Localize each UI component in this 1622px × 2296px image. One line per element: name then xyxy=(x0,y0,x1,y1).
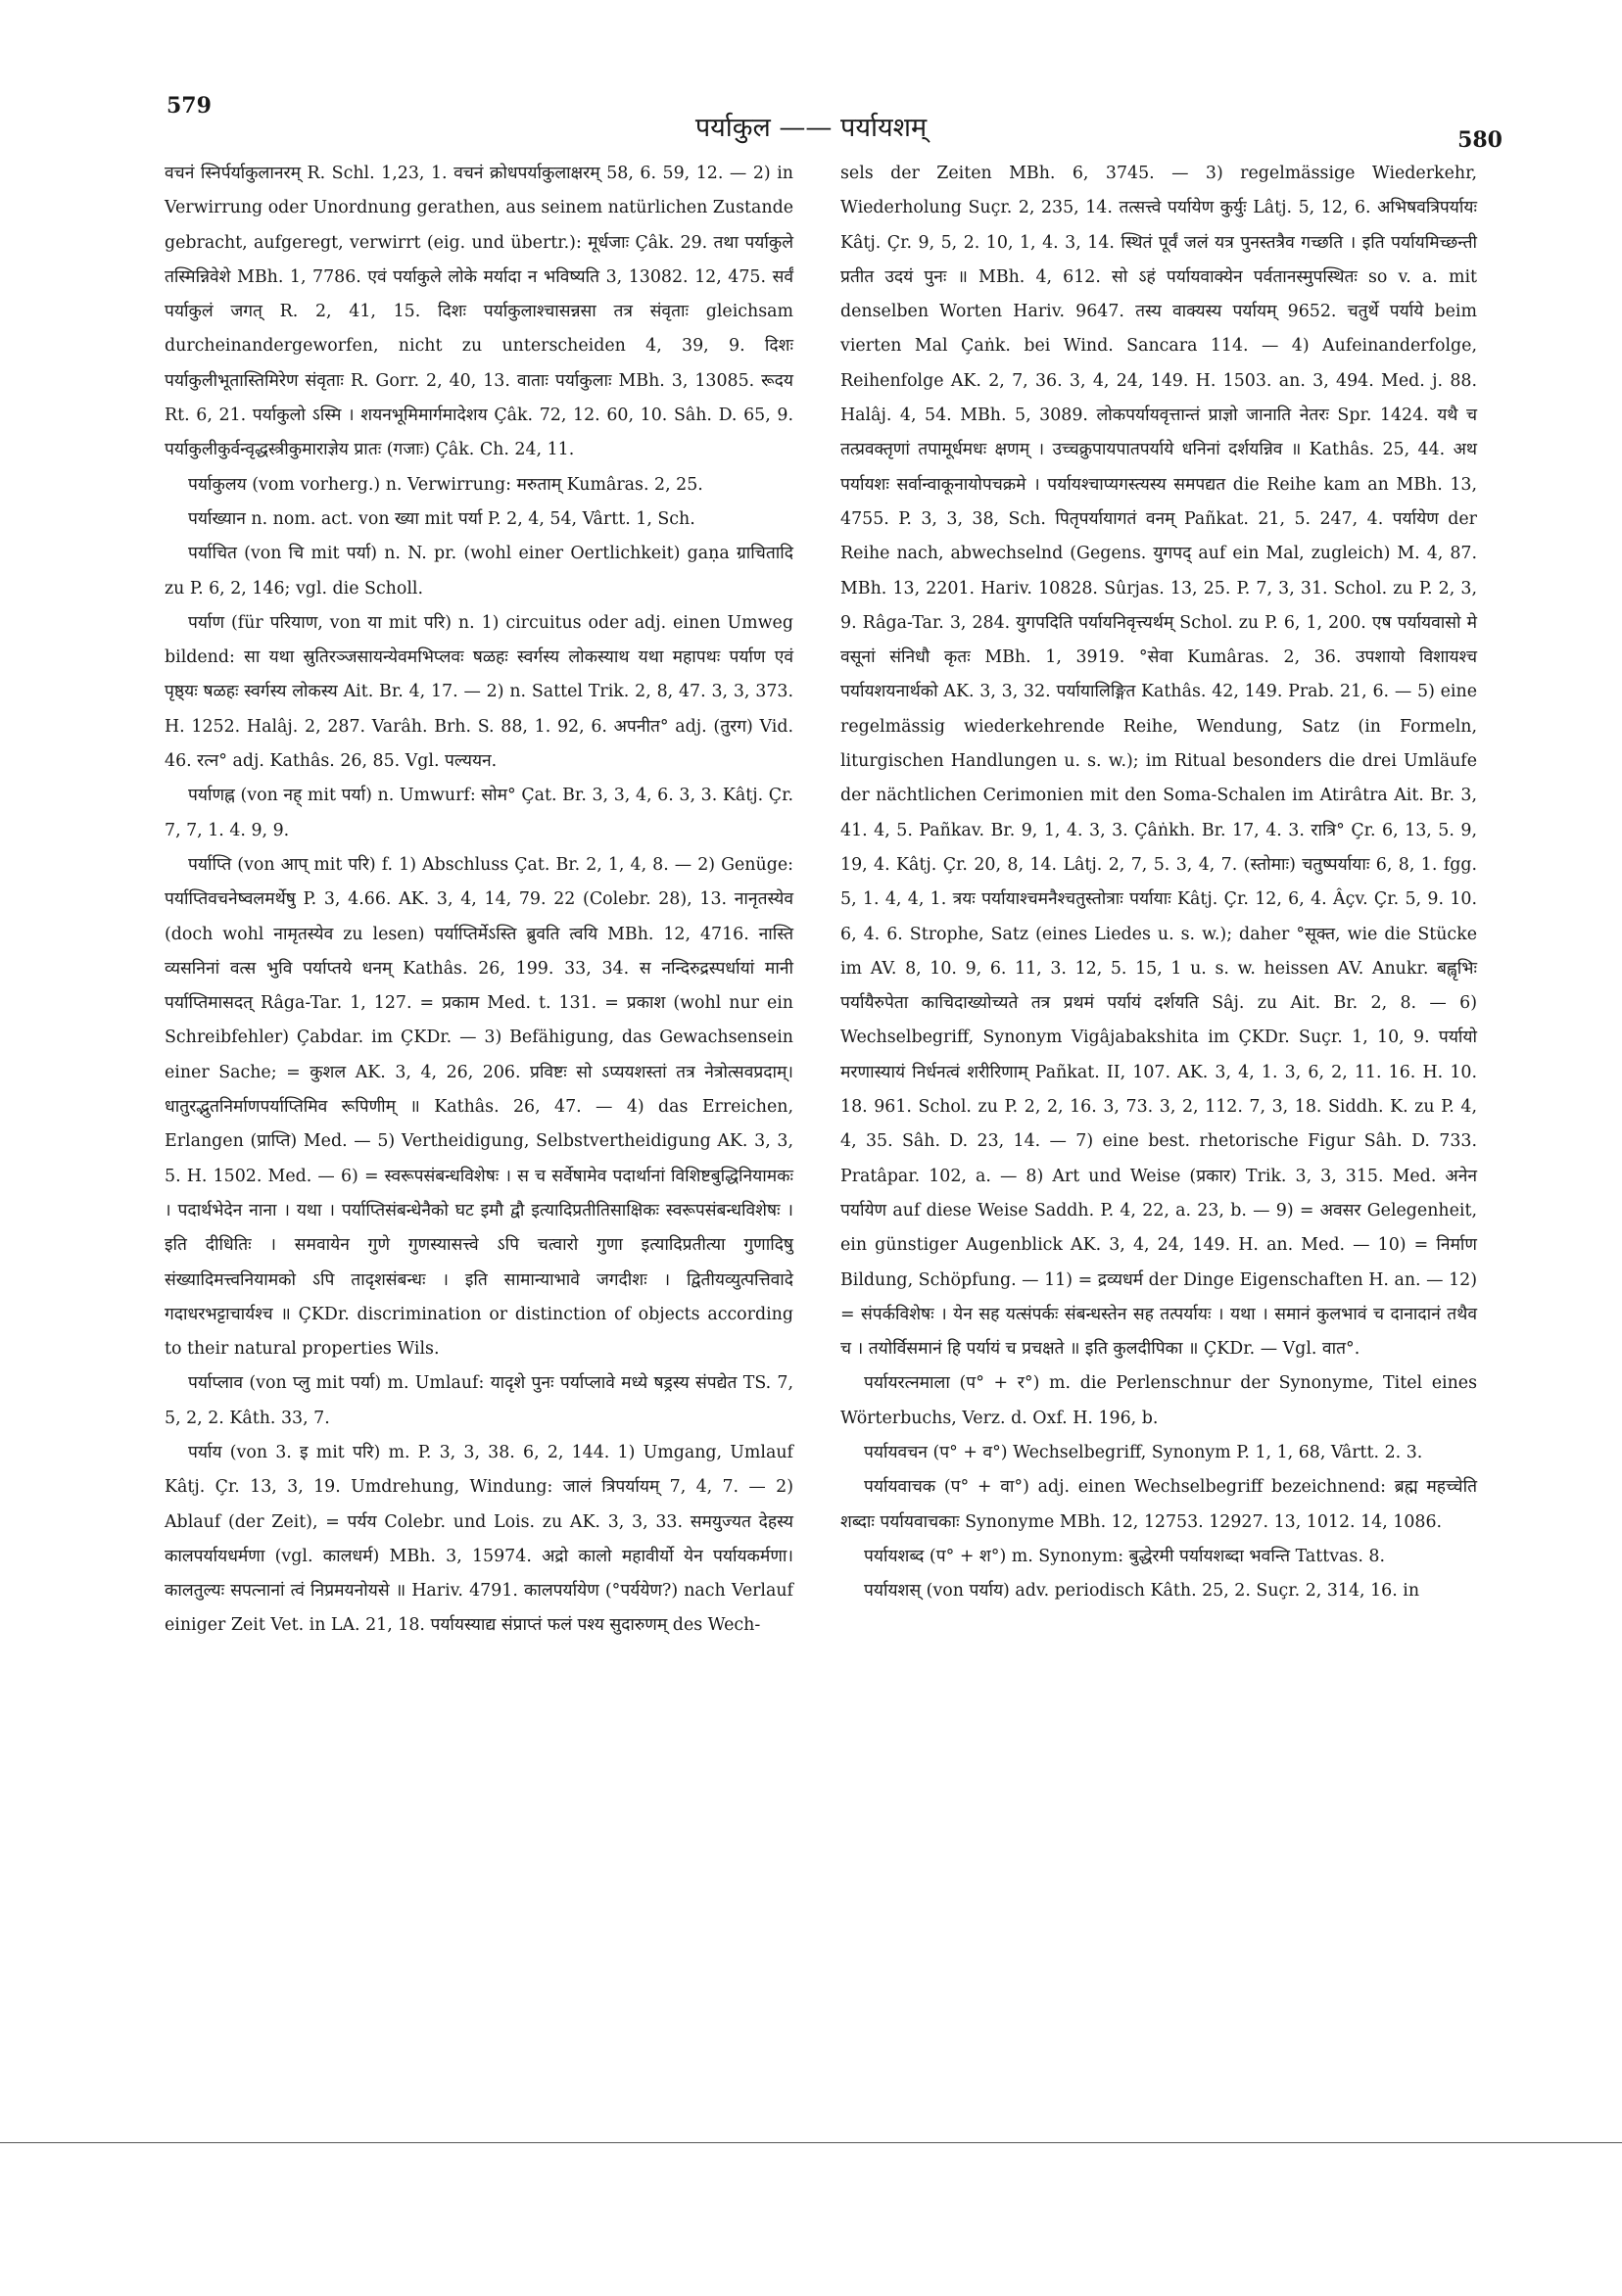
dictionary-entry: sels der Zeiten MBh. 6, 3745. — 3) regelmässige Wiederkehr, Wiederholung Suçr. 2, 235, 14. तत्सत्त्वे पर्यायेण कुर्युः Lâtj. 5, 12, 6. अभिषवत्रिपर्यायः Kâtj. Çr. 9, 5, 2. 10, 1, 4. 3, 14. स्थितं पूर्वं जलं यत्र पुनस्तत्रैव गच्छति । इति पर्यायमिच्छन्ती प्रतीत उदयं पुनः ॥ MBh. 4, 612. सो ऽहं पर्यायवाक्येन पर्वतानस्मुपस्थितः so v. a. mit denselben Worten Hariv. 9647. तस्य वाक्यस्य पर्यायम् 9652. चतुर्थे पर्याये beim vierten Mal Çaṅk. bei Wind. Sancara 114. — 4) Aufeinanderfolge, Reihenfolge AK. 2, 7, 36. 3, 4, 24, 149. H. 1503. an. 3, 494. Med. j. 88. Halâj. 4, 54. MBh. 5, 3089. लोकपर्यायवृत्तान्तं प्राज्ञो जानाति नेतरः Spr. 1424. यथै च तत्प्रवक्तृणां तपामूर्धमधः क्षणम् । उच्चक्रुपायपातपर्याये धनिनां दर्शयन्निव ॥ Kathâs. 25, 44. अथ पर्यायशः सर्वान्वाकूनायोपचक्रमे । पर्यायश्चाप्यगस्त्यस्य समपद्यत die Reihe kam an MBh. 13, 4755. P. 3, 3, 38, Sch. पितृपर्यायागतं वनम् Pañkat. 21, 5. 247, 4. पर्यायेण der Reihe nach, abwechselnd (Gegens. युगपद् auf ein Mal, zugleich) M. 4, 87. MBh. 13, 2201. Hariv. 10828. Sûrjas. 13, 25. P. 7, 3, 31. Schol. zu P. 2, 3, 9. Râga-Tar. 3, 284. युगपदिति पर्यायनिवृत्त्यर्थम् Schol. zu P. 6, 1, 200. एष पर्यायवासो मे वसूनां संनिधौ कृतः MBh. 1, 3919. °सेवा Kumâras. 2, 36. उपशायो विशायश्च पर्यायशयनार्थको AK. 3, 3, 32. पर्यायालिङ्गित Kathâs. 42, 149. Prab. 21, 6. — 5) eine regelmässig wiederkehrende Reihe, Wendung, Satz (in Formeln, liturgischen Handlungen u. s. w.); im Ritual besonders die drei Umläufe der nächtlichen Cerimonien mit den Soma-Schalen im Atirâtra Ait. Br. 3, 41. 4, 5. Pañkav. Br. 9, 1, 4. 3, 3. Çâṅkh. Br. 17, 4. 3. रात्रि° Çr. 6, 13, 5. 9, 19, 4. Kâtj. Çr. 20, 8, 14. Lâtj. 2, 7, 5. 3, 4, 7. (स्तोमाः) चतुष्पर्यायाः 6, 8, 1. fgg. 5, 1. 4, 4, 1. त्रयः पर्यायाश्चमनैश्चतुस्तोत्राः पर्यायाः Kâtj. Çr. 12, 6, 4. Âçv. Çr. 5, 9. 10. 6, 4. 6. Strophe, Satz (eines Liedes u. s. w.); daher °सूक्त, wie die Stücke im AV. 8, 10. 9, 6. 11, 3. 12, 5. 15, 1 u. s. w. heissen AV. Anukr. बह्वृभिः पर्यायैरुपेता काचिदाख्योच्यते तत्र प्रथमं पर्यायं दर्शयति Sâj. zu Ait. Br. 2, 8. — 6) Wechselbegriff, Synonym Vigâjabakshita im ÇKDr. Suçr. 1, 10, 9. पर्यायो मरणास्यायं निर्धनत्वं शरीरिणाम् Pañkat. II, 107. AK. 3, 4, 1. 3, 6, 2, 11. 16. H. 10. 18. 961. Schol. zu P. 2, 2, 16. 3, 73. 3, 2, 112. 7, 3, 18. Siddh. K. zu P. 4, 4, 35. Sâh. D. 23, 14. — 7) eine best. rhetorische Figur Sâh. D. 733. Pratâpar. 102, a. — 8) Art und Weise (प्रकार) Trik. 3, 3, 315. Med. अनेन पर्यायेण auf diese Weise Saddh. P. 4, 22, a. 23, b. — 9) = अवसर Gelegenheit, ein günstiger Augenblick AK. 3, 4, 24, 149. H. an. Med. — 10) = निर्माण Bildung, Schöpfung. — 11) = द्रव्यधर्म der Dinge Eigenschaften H. an. — 12) = संपर्कविशेषः । येन सह यत्संपर्कः संबन्धस्तेन सह तत्पर्यायः । यथा । समानं कुलभावं च दानादानं तथैव च । तयोर्विसमानं हि पर्यायं च प्रचक्षते ॥ इति कुलदीपिका ॥ ÇKDr. — Vgl. वात°. xyxy=(840,164,1477,1360)
dictionary-entry: पर्यायरत्नमाला (प° + र°) m. die Perlenschnur der Synonyme, Titel eines Wörterbuchs, Verz. d. Oxf. H. 196, b. xyxy=(840,1373,1477,1428)
dictionary-entry: पर्याकुलय (vom vorherg.) n. Verwirrung: मरुताम् Kumâras. 2, 25. xyxy=(188,474,703,495)
page-number-right: 580 xyxy=(1457,127,1503,153)
dictionary-entry: पर्यायवचन (प° + व°) Wechselbegriff, Synonym P. 1, 1, 68, Vârtt. 2. 3. xyxy=(864,1442,1423,1462)
right-column xyxy=(840,157,1477,1608)
dictionary-entry: पर्याचित (von चि mit पर्या) n. N. pr. (wohl einer Oertlichkeit) gaṇa ग्राचितादि zu P. 6, 2, 146; vgl. die Scholl. xyxy=(165,544,793,598)
dictionary-entry: वचनं स्निर्पर्याकुलानरम् R. Schl. 1,23, 1. वचनं क्रोधपर्याकुलाक्षरम् 58, 6. 59, 12. — 2) in Verwirrung oder Unordnung gerathen, aus seinem natürlichen Zustande gebracht, aufgeregt, verwirrt (eig. und übertr.): मूर्धजाः Çâk. 29. तथा पर्याकुले तस्मिन्निवेशे MBh. 1, 7786. एवं पर्याकुले लोके मर्यादा न भविष्यति 3, 13082. 12, 475. सर्वं पर्याकुलं जगत् R. 2, 41, 15. दिशः पर्याकुलाश्चासन्नसा तत्र संवृताः gleichsam durcheinandergeworfen, nicht zu unterscheiden 4, 39, 9. दिशः पर्याकुलीभूतास्तिमिरेण संवृताः R. Gorr. 2, 40, 13. वाताः पर्याकुलाः MBh. 3, 13085. रूदय Rt. 6, 21. पर्याकुलो ऽस्मि । शयनभूमिमार्गमादेशय Çâk. 72, 12. 60, 10. Sâh. D. 65, 9. पर्याकुलीकुर्वन्वृद्धस्त्रीकुमाराज्ञेय प्रातः (गजाः) Çâk. Ch. 24, 11. xyxy=(165,164,793,460)
dictionary-entry: पर्याप्ति (von आप् mit परि) f. 1) Abschluss Çat. Br. 2, 1, 4, 8. — 2) Genüge: पर्याप्तिवचनेष्वलमर्थेषु P. 3, 4.66. AK. 3, 4, 14, 79. 22 (Colebr. 28), 13. नानृतस्येव (doch wohl नामृतस्येव zu lesen) पर्याप्तिर्मेऽस्ति ब्रुवति त्वयि MBh. 12, 4716. नास्ति व्यसनिनां वत्स भुवि पर्याप्तये धनम् Kathâs. 26, 199. 33, 34. स नन्दिरुद्रस्पर्धायां मानी पर्याप्तिमासदत् Râga-Tar. 1, 127. = प्रकाम Med. t. 131. = प्रकाश (wohl nur ein Schreibfehler) Çabdar. im ÇKDr. — 3) Befähigung, das Gewachsensein einer Sache; = कुशल AK. 3, 4, 26, 206. प्रविष्टः सो ऽप्ययशस्तां तत्र नेत्रोत्सवप्रदाम्। धातुरद्भुतनिर्माणपर्याप्तिमिव रूपिणीम् ॥ Kathâs. 26, 47. — 4) das Erreichen, Erlangen (प्राप्ति) Med. — 5) Vertheidigung, Selbstvertheidigung AK. 3, 3, 5. H. 1502. Med. — 6) = स्वरूपसंबन्धविशेषः । स च सर्वेषामेव पदार्थानां विशिष्टबुद्धिनियामकः । पदार्थभेदेन नाना । यथा । पर्याप्तिसंबन्धेनैको घट इमौ द्वौ इत्यादिप्रतीतिसाक्षिकः स्वरूपसंबन्धविशेषः । इति दीधितिः । समवायेन गुणे गुणस्यासत्त्वे ऽपि चत्वारो गुणा इत्यादिप्रतीत्या गुणादिषु संख्यादिमत्त्वनियामको ऽपि तादृशसंबन्धः । इति सामान्याभावे जगदीशः । द्वितीयव्युत्पत्तिवादे गदाधरभट्टाचार्यश्च ॥ ÇKDr. discrimination or distinction of objects according to their natural properties Wils. xyxy=(165,854,793,1360)
dictionary-entry: पर्याख्यान n. nom. act. von ख्या mit पर्या P. 2, 4, 54, Vârtt. 1, Sch. xyxy=(188,508,695,529)
dictionary-entry: पर्यायशब्द (प° + श°) m. Synonym: बुद्धेरमी पर्यायशब्दा भवन्ति Tattvas. 8. xyxy=(864,1546,1385,1566)
dictionary-entry: पर्यायशस् (von पर्याय) adv. periodisch Kâth. 25, 2. Suçr. 2, 314, 16. in xyxy=(864,1581,1420,1602)
left-column xyxy=(165,157,793,1644)
running-head: पर्याकुल —— पर्यायशम् xyxy=(694,113,928,143)
bottom-rule xyxy=(0,2142,1622,2143)
dictionary-entry: पर्याप्लाव (von प्लु mit पर्या) m. Umlauf: यादृशे पुनः पर्याप्लावे मध्ये षड्रस्य संपद्येत TS. 7, 5, 2, 2. Kâth. 33, 7. xyxy=(165,1373,793,1428)
dictionary-entry: पर्यायवाचक (प° + वा°) adj. einen Wechselbegriff bezeichnend: ब्रह्म महच्चेति शब्दाः पर्यायवाचकाः Synonyme MBh. 12, 12753. 12927. 13, 1012. 14, 1086. xyxy=(840,1477,1477,1532)
page-number-left: 579 xyxy=(167,93,212,119)
dictionary-entry: पर्याय (von 3. इ mit परि) m. P. 3, 3, 38. 6, 2, 144. 1) Umgang, Umlauf Kâtj. Çr. 13, 3, 19. Umdrehung, Windung: जालं त्रिपर्यायम् 7, 4, 7. — 2) Ablauf (der Zeit), = पर्यय Colebr. und Lois. zu AK. 3, 3, 33. समयुज्यत देहस्य कालपर्यायधर्मणा (vgl. कालधर्म) MBh. 3, 15974. अद्रो कालो महावीर्यो येन पर्यायकर्मणा। कालतुल्यः सपत्नानां त्वं निप्रमयनोयसे ॥ Hariv. 4791. कालपर्यायेण (°पर्ययेण?) nach Verlauf einiger Zeit Vet. in LA. 21, 18. पर्यायस्याद्य संप्राप्तं फलं पश्य सुदारुणम् des Wech- xyxy=(165,1442,793,1636)
dictionary-entry: पर्याण (für परियाण, von या mit परि) n. 1) circuitus oder adj. einen Umweg bildend: सा यथा स्रुतिरञ्जसायन्येवमभिप्लवः षळहः स्वर्गस्य लोकस्याथ यथा महापथः पर्याण एवं पृष्ठ्यः षळहः स्वर्गस्य लोकस्य Ait. Br. 4, 17. — 2) n. Sattel Trik. 2, 8, 47. 3, 3, 373. H. 1252. Halâj. 2, 287. Varâh. Brh. S. 88, 1. 92, 6. अपनीत° adj. (तुरग) Vid. 46. रत्न° adj. Kathâs. 26, 85. Vgl. पल्ययन. xyxy=(165,612,793,772)
dictionary-entry: पर्याणह्न (von नह् mit पर्या) n. Umwurf: सोम° Çat. Br. 3, 3, 4, 6. 3, 3. Kâtj. Çr. 7, 7, 1. 4. 9, 9. xyxy=(165,786,793,840)
